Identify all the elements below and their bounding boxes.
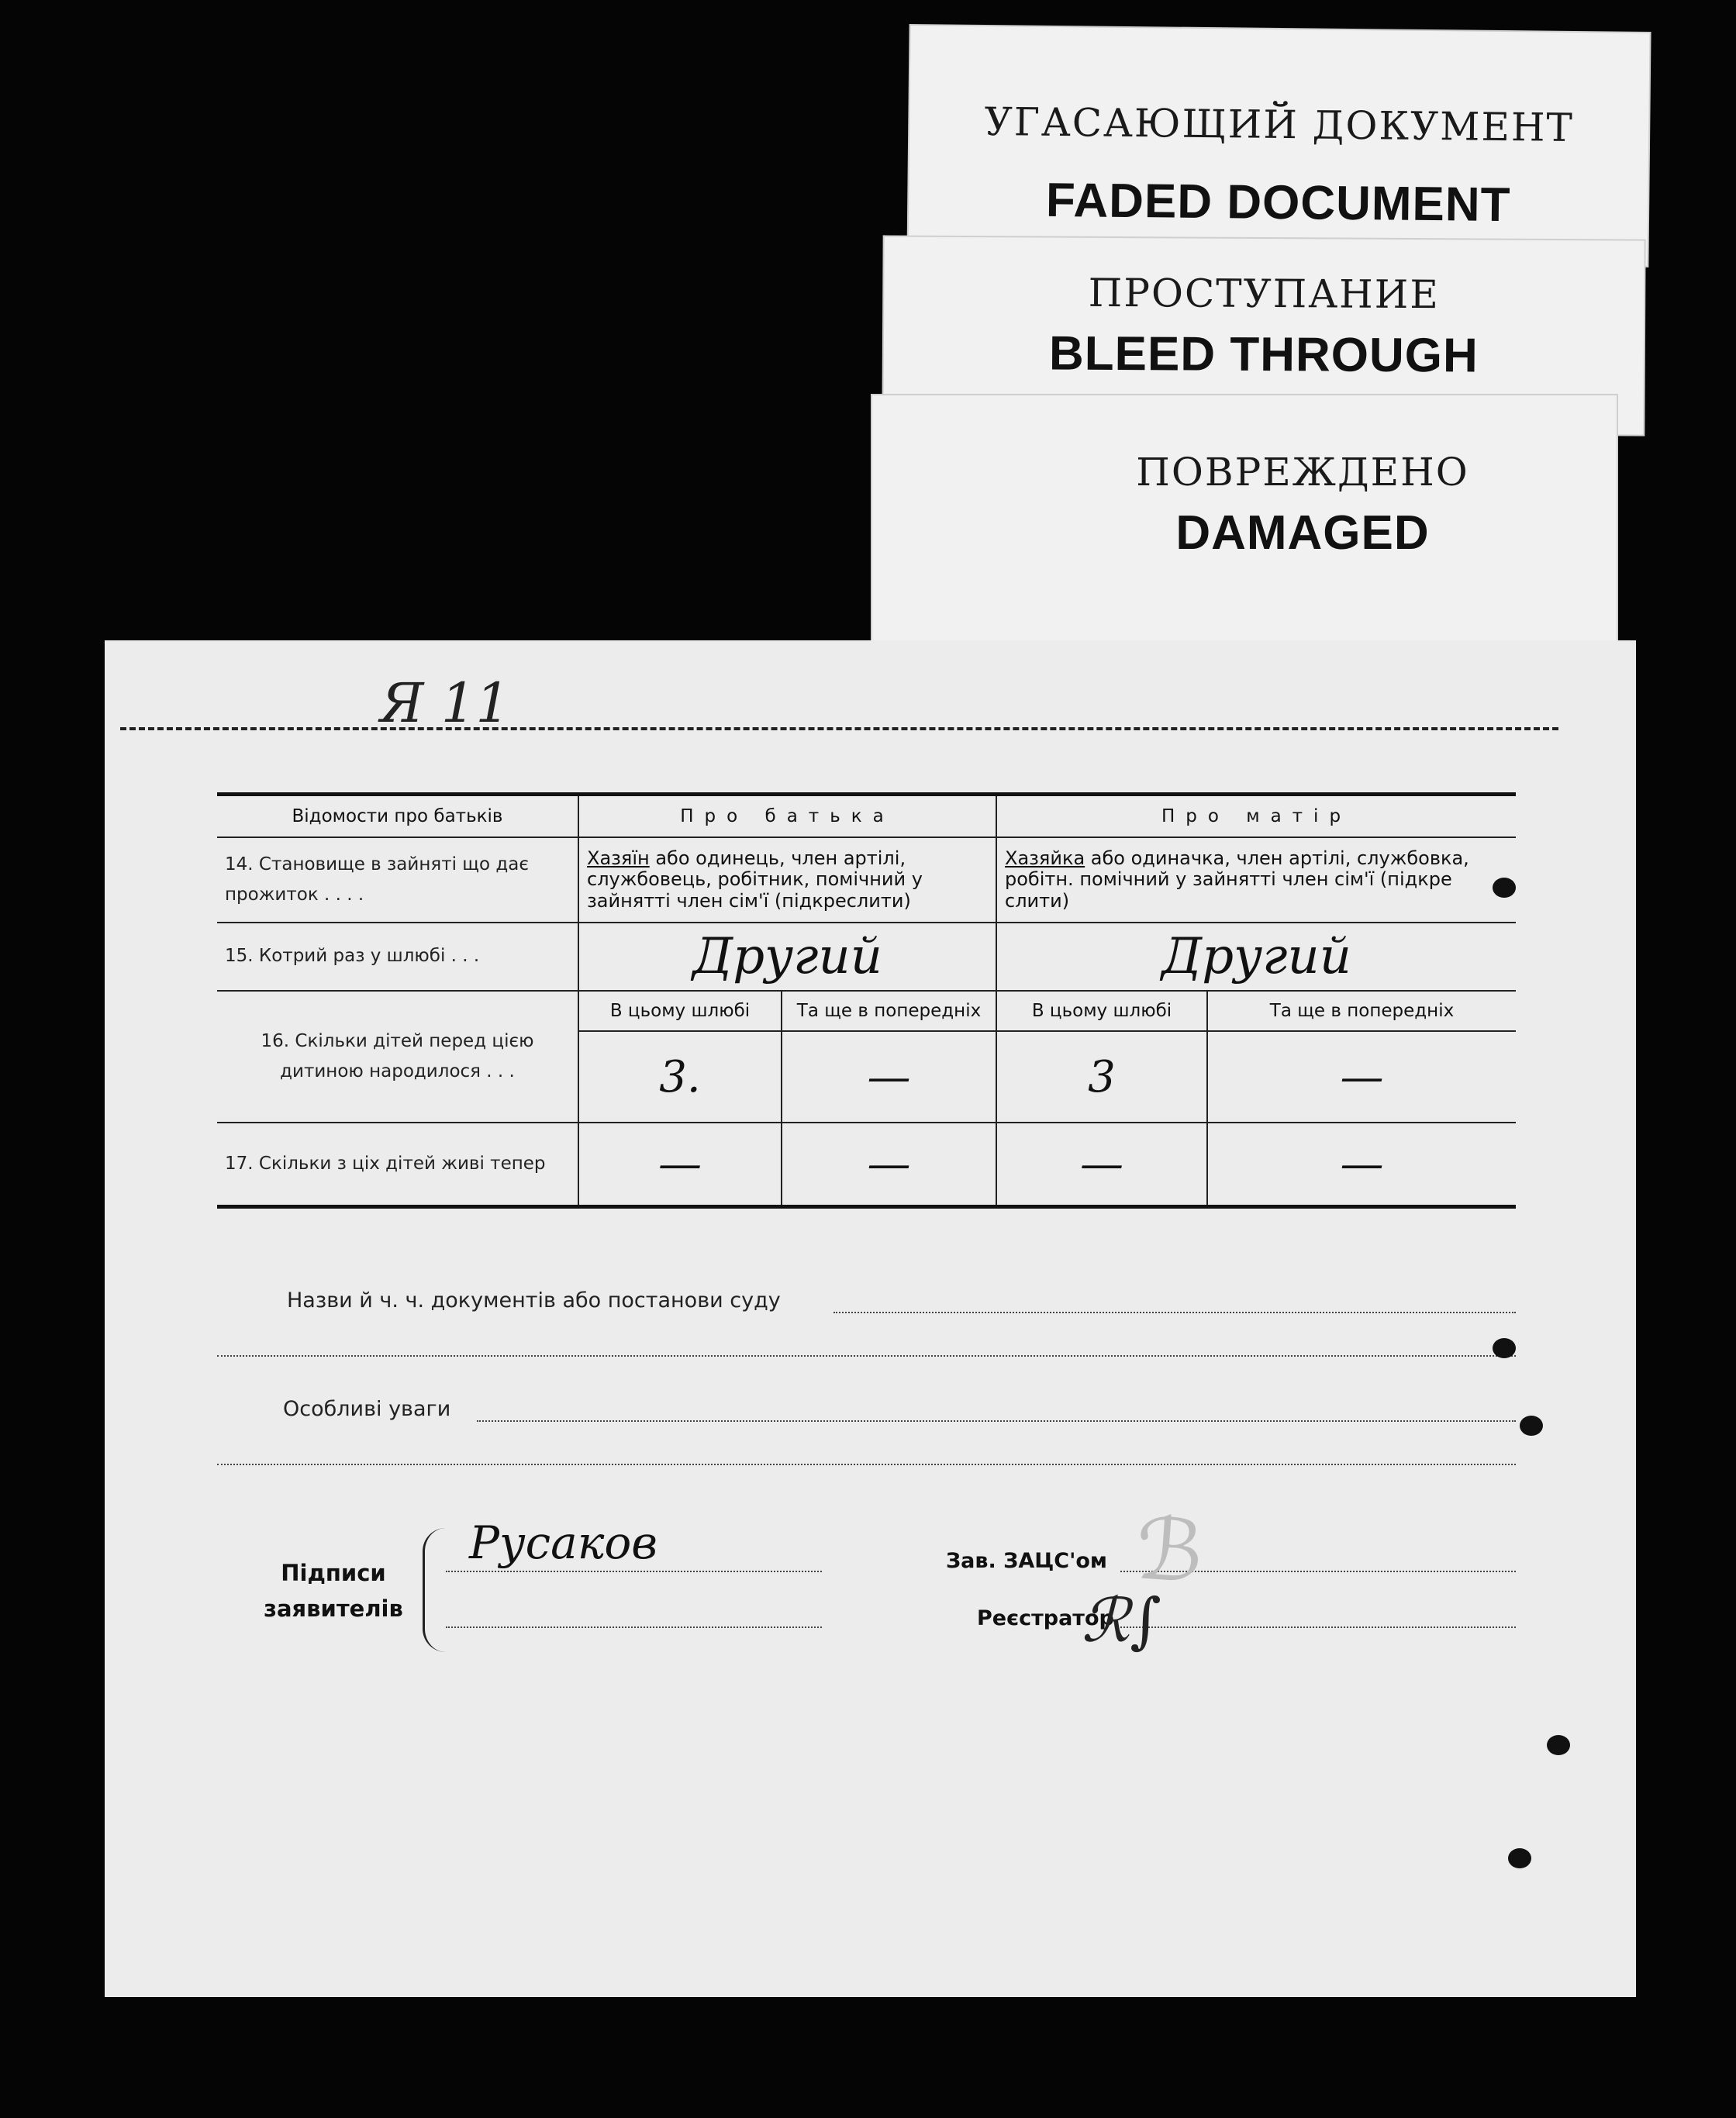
binding-hole: [1493, 1338, 1516, 1358]
q14-mother: [996, 837, 1516, 923]
head-label: Зав. ЗАЦС'ом: [946, 1549, 1107, 1573]
signature-line-2: [446, 1626, 822, 1628]
q14-label: 14. Становище в зайняті що дає прожиток . . . .: [217, 837, 578, 923]
target-en: FADED DOCUMENT: [1045, 173, 1511, 233]
q16-label: 16. Скільки дітей перед цією дитиною народилося . . .: [217, 991, 578, 1123]
q16-f-prev: —: [782, 1031, 996, 1123]
row-14: [217, 837, 1516, 923]
q14-father-underlined: Хазяїн: [587, 847, 650, 869]
table-header-row: [217, 795, 1516, 838]
sheet-number: Я 11: [380, 671, 510, 735]
target-card-damaged: [872, 395, 1617, 651]
subheader-row: [217, 991, 1516, 1031]
signature-line-1: [446, 1571, 822, 1572]
binding-hole: [1520, 1416, 1543, 1436]
q17-m-this: —: [996, 1123, 1207, 1206]
dashed-divider: [120, 727, 1558, 730]
document-page: [105, 640, 1636, 1997]
q14-mother-rest: або одиначка, член артілі, службовка, робітн. помічний у зайнятті член сім'ї (підкре слити): [1005, 847, 1469, 912]
header-info: Відомости про батьків: [217, 795, 578, 838]
q16-f-this: 3.: [578, 1031, 782, 1123]
father-previous: Та ще в попередніх: [782, 991, 996, 1031]
binding-hole: [1508, 1848, 1531, 1868]
remarks-label: Особливі уваги: [283, 1397, 451, 1421]
remarks-line-2: [217, 1464, 1516, 1465]
row-17: [217, 1123, 1516, 1206]
q17-f-prev: —: [782, 1123, 996, 1206]
remarks-line: [477, 1420, 1516, 1422]
q14-mother-underlined: Хазяйка: [1005, 847, 1085, 869]
target-ru: ПОВРЕЖДЕНО: [1136, 450, 1469, 495]
registrar-signature-scribble: ℛ∫: [1082, 1586, 1161, 1656]
target-en: BLEED THROUGH: [1048, 326, 1479, 383]
q15-mother: Другий: [996, 923, 1516, 991]
mother-this-marriage: В цьому шлюбі: [996, 991, 1207, 1031]
header-father: Про батька: [578, 795, 996, 838]
documents-label: Назви й ч. ч. документів або постанови суду: [287, 1288, 781, 1313]
signatures-label: Підписи заявителів: [264, 1560, 403, 1623]
signatures-brace: [423, 1528, 448, 1652]
q15-label: 15. Котрий раз у шлюбі . . .: [217, 923, 578, 991]
binding-hole: [1547, 1735, 1570, 1755]
q17-f-this: —: [578, 1123, 782, 1206]
applicant-signature: Русаков: [469, 1516, 658, 1569]
binding-hole: [1493, 878, 1516, 898]
target-ru: УГАСАЮЩИЙ ДОКУМЕНТ: [984, 99, 1575, 150]
registrar-line: [1120, 1626, 1516, 1628]
q16-m-prev: —: [1207, 1031, 1516, 1123]
father-this-marriage: В цьому шлюбі: [578, 991, 782, 1031]
documents-line: [833, 1312, 1516, 1313]
target-en: DAMAGED: [1175, 506, 1430, 560]
target-card-faded: [908, 26, 1649, 266]
bleed-through-mark: ℬ: [1132, 1499, 1206, 1602]
q16-m-this: 3: [996, 1031, 1207, 1123]
q15-father: Другий: [578, 923, 996, 991]
header-mother: Про матір: [996, 795, 1516, 838]
row-15: [217, 923, 1516, 991]
q14-father: [578, 837, 996, 923]
registrar-label: Реєстратор: [977, 1606, 1114, 1630]
q17-label: 17. Скільки з ціх дітей живі тепер: [217, 1123, 578, 1206]
parents-table: [217, 792, 1516, 1209]
documents-line-2: [217, 1355, 1516, 1357]
target-ru: ПРОСТУПАНИЕ: [1088, 270, 1441, 318]
q17-m-prev: —: [1207, 1123, 1516, 1206]
mother-previous: Та ще в попередніх: [1207, 991, 1516, 1031]
q14-father-rest: або одинець, член артілі, службовець, робітник, помічний у зайнятті член сім'ї (підкреслити): [587, 847, 923, 912]
